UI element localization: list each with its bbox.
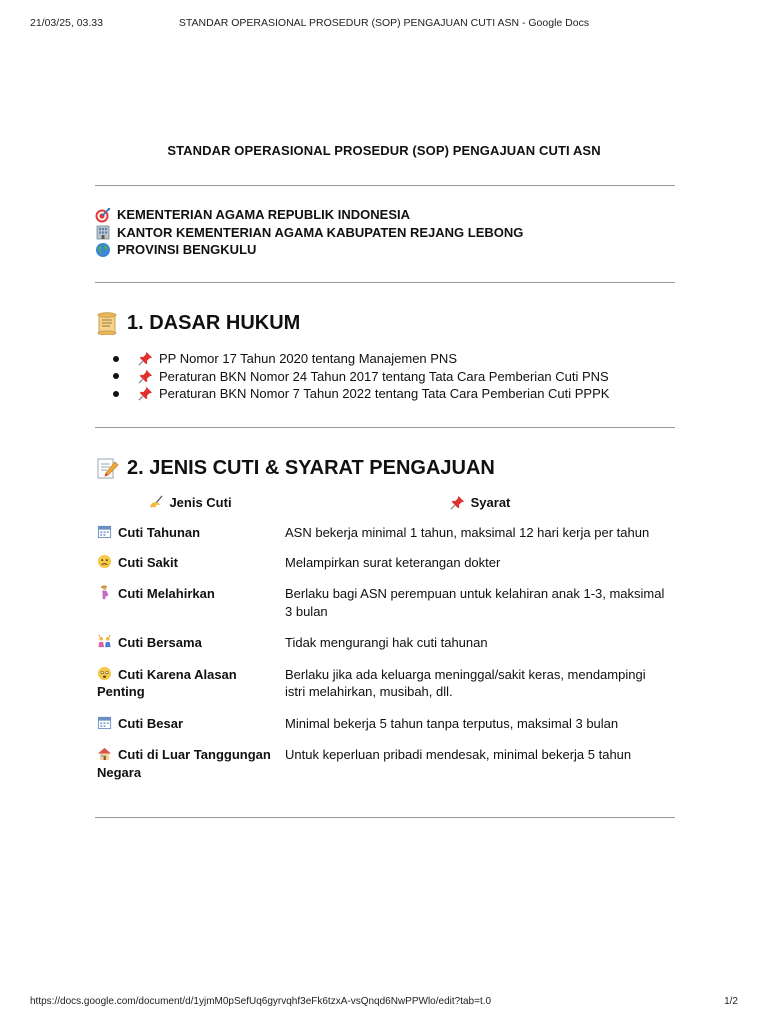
divider xyxy=(95,185,675,186)
column-header-syarat xyxy=(285,495,675,510)
province-name: PROVINSI BENGKULU xyxy=(117,242,257,258)
requirement-cell: Melampirkan surat keterangan dokter xyxy=(285,554,501,570)
print-page-title: STANDAR OPERASIONAL PROSEDUR (SOP) PENGAJUAN CUTI ASN - Google Docs xyxy=(178,17,590,29)
leave-type-cell xyxy=(95,715,285,733)
section-title-text: 1. DASAR HUKUM xyxy=(127,311,301,334)
pushpin-icon xyxy=(138,369,153,384)
leave-type-cell xyxy=(95,634,285,652)
divider xyxy=(95,427,675,428)
requirement-cell: Untuk keperluan pribadi mendesak, minimal bekerja 5 tahun xyxy=(285,747,632,762)
office-building-icon xyxy=(95,224,111,240)
requirement-cell: Minimal bekerja 5 tahun tanpa terputus, maksimal 3 bulan xyxy=(285,715,619,731)
section-title-dasar-hukum xyxy=(95,311,300,335)
list-item-text: Peraturan BKN Nomor 7 Tahun 2022 tentang Tata Cara Pemberian Cuti PPPK xyxy=(159,386,610,402)
office-name: KANTOR KEMENTERIAN AGAMA KABUPATEN REJANG LEBONG xyxy=(117,224,524,240)
section-title-text: 2. JENIS CUTI & SYARAT PENGAJUAN xyxy=(127,456,495,479)
pregnant-woman-icon xyxy=(97,585,112,600)
table-row xyxy=(95,746,675,781)
table-row xyxy=(95,634,675,652)
column-header-text: Jenis Cuti xyxy=(169,494,232,510)
leave-type-name: Cuti Besar xyxy=(118,715,184,731)
pushpin-icon xyxy=(138,351,153,366)
list-item xyxy=(113,385,673,403)
list-item xyxy=(113,368,673,386)
writing-hand-icon xyxy=(148,495,163,510)
leave-type-name: Cuti Melahirkan xyxy=(118,586,215,601)
table-row xyxy=(95,585,675,620)
bullet xyxy=(113,373,119,379)
print-header xyxy=(0,17,768,33)
requirement-cell: Tidak mengurangi hak cuti tahunan xyxy=(285,635,488,650)
globe-icon xyxy=(95,242,111,258)
leave-type-name: Cuti di Luar Tanggungan Negara xyxy=(97,747,271,780)
province-line xyxy=(95,241,675,259)
sick-face-icon xyxy=(97,554,112,569)
requirement-cell: ASN bekerja minimal 1 tahun, maksimal 12 hari kerja per tahun xyxy=(285,525,650,540)
divider xyxy=(95,817,675,818)
page-number: 1/2 xyxy=(724,996,738,1007)
leave-type-name: Cuti Bersama xyxy=(118,635,202,650)
target-icon xyxy=(95,207,111,223)
house-icon xyxy=(97,746,112,761)
list-item xyxy=(113,350,673,368)
leave-type-cell xyxy=(95,524,285,542)
office-line xyxy=(95,224,675,242)
leave-types-table xyxy=(95,492,675,781)
leave-type-cell xyxy=(95,554,285,572)
column-header-text: Syarat xyxy=(470,494,511,510)
table-row xyxy=(95,666,675,701)
table-header xyxy=(95,492,675,512)
table-row xyxy=(95,524,675,542)
list-item-text: PP Nomor 17 Tahun 2020 tentang Manajemen PNS xyxy=(159,351,457,367)
leave-type-cell xyxy=(95,585,285,620)
bullet xyxy=(113,356,119,362)
leave-type-cell xyxy=(95,746,285,781)
legal-basis-list xyxy=(113,350,673,403)
bullet xyxy=(113,391,119,397)
column-header-jenis xyxy=(95,495,285,510)
divider xyxy=(95,282,675,283)
requirement-cell: Berlaku jika ada keluarga meninggal/sakit keras, mendampingi istri melahirkan, musibah, dll. xyxy=(285,666,646,699)
requirement-cell: Berlaku bagi ASN perempuan untuk kelahiran anak 1-3, maksimal 3 bulan xyxy=(285,586,665,619)
table-row xyxy=(95,554,675,572)
print-datetime: 21/03/25, 03.33 xyxy=(30,17,103,29)
print-url: https://docs.google.com/document/d/1yjmM0pSefUq6gyrvqhf3eFk6tzxA-vsQnqd6NwPPWlo/edit?tab=t.0 xyxy=(30,996,492,1007)
leave-type-name: Cuti Sakit xyxy=(118,554,178,570)
worried-face-icon xyxy=(97,666,112,681)
scroll-icon xyxy=(95,311,119,335)
leave-type-name: Cuti Tahunan xyxy=(118,525,201,540)
pushpin-icon xyxy=(450,495,465,510)
people-icon xyxy=(97,634,112,649)
memo-icon xyxy=(95,456,119,480)
leave-type-cell xyxy=(95,666,285,701)
document-title: STANDAR OPERASIONAL PROSEDUR (SOP) PENGAJUAN CUTI ASN xyxy=(167,143,601,158)
ministry-name: KEMENTERIAN AGAMA REPUBLIK INDONESIA xyxy=(117,207,410,223)
leave-type-name: Cuti Karena Alasan Penting xyxy=(97,666,237,699)
list-item-text: Peraturan BKN Nomor 24 Tahun 2017 tentang Tata Cara Pemberian Cuti PNS xyxy=(159,368,609,384)
calendar-icon xyxy=(97,524,112,539)
pushpin-icon xyxy=(138,386,153,401)
ministry-line xyxy=(95,206,675,224)
organization-block xyxy=(95,206,675,259)
table-row xyxy=(95,715,675,733)
calendar-icon xyxy=(97,715,112,730)
section-title-jenis-cuti xyxy=(95,456,495,480)
